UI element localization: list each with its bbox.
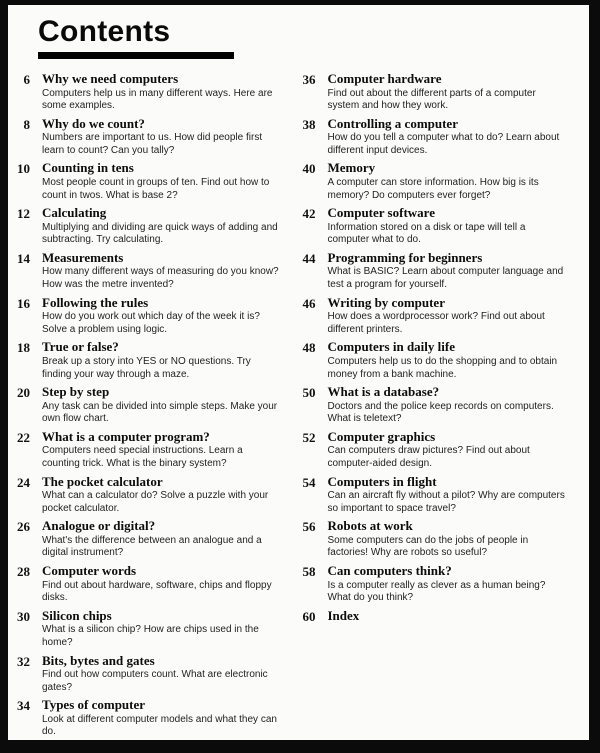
entry-body xyxy=(328,206,582,247)
entry-page-number: 40 xyxy=(302,161,316,177)
entry-body xyxy=(42,564,296,605)
entry-title: Computer software xyxy=(327,205,435,221)
entry-description: Computers help us in many different ways. Here are some examples. xyxy=(42,87,273,112)
entry-description: Look at different computer models and what they can do. xyxy=(42,713,277,738)
entry-body xyxy=(42,385,296,426)
toc-entry xyxy=(10,161,296,202)
entry-body xyxy=(328,609,582,625)
entry-body xyxy=(42,430,296,471)
entry-title: Step by step xyxy=(42,384,110,400)
entry-description: Find out how computers count. What are electronic gates? xyxy=(42,669,268,693)
toc-entry xyxy=(10,564,296,605)
entry-description: Find out about hardware, software, chips and floppy disks. xyxy=(42,579,272,604)
entry-body xyxy=(328,519,582,560)
toc-entry xyxy=(10,296,296,337)
entry-title: Measurements xyxy=(42,249,124,265)
entry-title: Computer hardware xyxy=(327,71,442,86)
entry-body xyxy=(42,161,296,202)
entry-page-number: 26 xyxy=(17,519,30,535)
entry-page-number: 48 xyxy=(302,340,316,356)
entry-page-number: 24 xyxy=(17,474,30,490)
toc-entry xyxy=(10,475,296,516)
toc-entry xyxy=(10,609,296,650)
entry-body xyxy=(42,475,296,516)
toc-right-column xyxy=(296,72,582,740)
entry-page-number: 32 xyxy=(17,653,30,669)
entry-body xyxy=(328,251,582,292)
entry-title: Computer graphics xyxy=(327,428,436,444)
entry-page-number: 36 xyxy=(302,72,316,87)
toc-entry xyxy=(296,564,582,605)
toc-entry xyxy=(296,161,582,202)
entry-title: Why do we count? xyxy=(42,115,145,131)
entry-body xyxy=(328,385,582,426)
entry-description: Multiplying and dividing are quick ways of adding and subtracting. Try calculating. xyxy=(42,221,278,246)
entry-description: Can an aircraft fly without a pilot? Why are computers so important to space travel? xyxy=(327,490,565,514)
toc-left-column xyxy=(10,72,296,740)
entry-body xyxy=(328,430,582,471)
entry-page-number: 34 xyxy=(17,698,30,714)
entry-title: Analogue or digital? xyxy=(42,518,156,534)
entry-page-number: 50 xyxy=(302,385,316,401)
toc-entry xyxy=(296,385,582,426)
entry-title: Calculating xyxy=(42,205,107,221)
entry-description: Information stored on a disk or tape will tell a computer what to do. xyxy=(327,221,526,246)
toc-entry xyxy=(296,206,582,247)
entry-page-number: 42 xyxy=(302,206,316,222)
toc-entry xyxy=(10,519,296,560)
entry-title: Types of computer xyxy=(42,697,146,713)
entry-description: Most people count in groups of ten. Find out how to count in twos. What is base 2? xyxy=(42,177,270,201)
entry-page-number: 18 xyxy=(17,340,30,356)
entry-page-number: 52 xyxy=(302,429,316,445)
entry-title: Computer words xyxy=(42,563,137,579)
entry-body xyxy=(42,698,296,739)
entry-title: Counting in tens xyxy=(42,160,134,176)
toc-entry xyxy=(10,117,296,158)
entry-title: Bits, bytes and gates xyxy=(42,652,155,668)
entry-body xyxy=(42,340,296,381)
toc-entry xyxy=(296,296,582,337)
entry-body xyxy=(42,117,296,158)
entry-description: Can computers draw pictures? Find out about computer-aided design. xyxy=(327,445,530,470)
contents-page xyxy=(8,5,589,740)
toc-entry xyxy=(296,117,582,158)
entry-title: Programming for beginners xyxy=(327,249,483,265)
entry-description: How many different ways of measuring do you know? How was the metre invented? xyxy=(42,266,279,291)
toc-entry xyxy=(296,340,582,381)
entry-title: Computers in daily life xyxy=(327,339,455,355)
entry-body xyxy=(328,161,582,202)
toc-entry xyxy=(296,251,582,292)
toc-entry xyxy=(10,385,296,426)
entry-title: True or false? xyxy=(42,339,119,355)
entry-description: Some computers can do the jobs of people in factories! Why are robots so useful? xyxy=(327,534,529,559)
title-underline xyxy=(38,52,234,59)
toc-entry xyxy=(10,340,296,381)
entry-title: Following the rules xyxy=(42,294,149,310)
toc-entry xyxy=(10,72,296,113)
entry-page-number: 54 xyxy=(302,474,316,490)
entry-title: Controlling a computer xyxy=(327,115,458,131)
entry-body xyxy=(42,609,296,650)
toc-entry xyxy=(10,251,296,292)
entry-description: How does a wordprocessor work? Find out about different printers. xyxy=(327,311,545,335)
entry-description: What is BASIC? Learn about computer language and test a program for yourself. xyxy=(327,266,564,291)
entry-page-number: 8 xyxy=(23,116,30,132)
entry-page-number: 28 xyxy=(17,564,30,580)
entry-page-number: 60 xyxy=(302,608,316,624)
entry-title: The pocket calculator xyxy=(42,473,163,489)
entry-page-number: 30 xyxy=(17,608,30,624)
toc-entry xyxy=(296,609,582,625)
entry-page-number: 56 xyxy=(302,519,316,535)
entry-page-number: 6 xyxy=(23,72,30,87)
entry-body xyxy=(42,72,296,113)
toc-entry xyxy=(296,519,582,560)
entry-title: Writing by computer xyxy=(327,294,445,310)
toc-entry xyxy=(10,654,296,695)
entry-title: Computers in flight xyxy=(327,473,437,489)
entry-description: What is a silicon chip? How are chips used in the home? xyxy=(42,624,259,648)
entry-page-number: 16 xyxy=(17,295,30,311)
entry-body xyxy=(42,206,296,247)
toc-entry xyxy=(296,430,582,471)
entry-page-number: 14 xyxy=(17,250,30,266)
page-title: Contents xyxy=(38,15,171,48)
entry-body xyxy=(328,117,582,158)
entry-title: Index xyxy=(327,607,360,623)
entry-page-number: 20 xyxy=(17,385,30,401)
entry-body xyxy=(328,72,582,113)
toc-entry xyxy=(10,698,296,739)
entry-body xyxy=(328,564,582,605)
entry-body xyxy=(42,296,296,337)
entry-description: Is a computer really as clever as a human being? What do you think? xyxy=(327,579,546,604)
entry-description: What can a calculator do? Solve a puzzle with your pocket calculator. xyxy=(42,490,269,514)
entry-description: Doctors and the police keep records on computers. What is teletext? xyxy=(327,400,554,425)
entry-page-number: 38 xyxy=(302,116,316,132)
toc-entry xyxy=(296,475,582,516)
entry-description: A computer can store information. How big is its memory? Do computers ever forget? xyxy=(327,177,539,201)
entry-title: Can computers think? xyxy=(327,563,452,579)
entry-description: Computers need special instructions. Learn a counting trick. What is the binary system? xyxy=(42,445,243,470)
entry-title: Robots at work xyxy=(327,518,413,534)
entry-description: How do you work out which day of the week it is? Solve a problem using logic. xyxy=(42,311,260,335)
entry-description: Break up a story into YES or NO questions. Try finding your way through a maze. xyxy=(42,355,251,380)
entry-body xyxy=(328,296,582,337)
entry-page-number: 12 xyxy=(17,206,30,222)
entry-title: Memory xyxy=(327,160,376,176)
toc-entry xyxy=(10,430,296,471)
entry-body xyxy=(42,519,296,560)
entry-description: Find out about the different parts of a computer system and how they work. xyxy=(327,87,536,112)
entry-title: What is a computer program? xyxy=(42,428,210,444)
entry-title: Silicon chips xyxy=(42,607,112,623)
entry-description: Computers help us to do the shopping and to obtain money from a bank machine. xyxy=(327,355,558,380)
toc-entry xyxy=(10,206,296,247)
entry-body xyxy=(328,340,582,381)
entry-page-number: 46 xyxy=(302,295,316,311)
entry-description: How do you tell a computer what to do? Learn about different input devices. xyxy=(327,132,560,156)
entry-title: What is a database? xyxy=(327,384,440,400)
toc-entry xyxy=(296,72,582,113)
entry-title: Why we need computers xyxy=(42,71,179,86)
entry-body xyxy=(42,251,296,292)
entry-body xyxy=(42,654,296,695)
entry-page-number: 44 xyxy=(302,250,316,266)
contents-columns xyxy=(10,72,581,740)
entry-page-number: 10 xyxy=(17,161,30,177)
entry-description: What's the difference between an analogue and a digital instrument? xyxy=(42,534,262,559)
entry-page-number: 22 xyxy=(17,429,30,445)
entry-page-number: 58 xyxy=(302,564,316,580)
entry-body xyxy=(328,475,582,516)
entry-description: Numbers are important to us. How did people first learn to count? Can you tally? xyxy=(42,132,263,156)
entry-description: Any task can be divided into simple steps. Make your own flow chart. xyxy=(42,400,278,425)
